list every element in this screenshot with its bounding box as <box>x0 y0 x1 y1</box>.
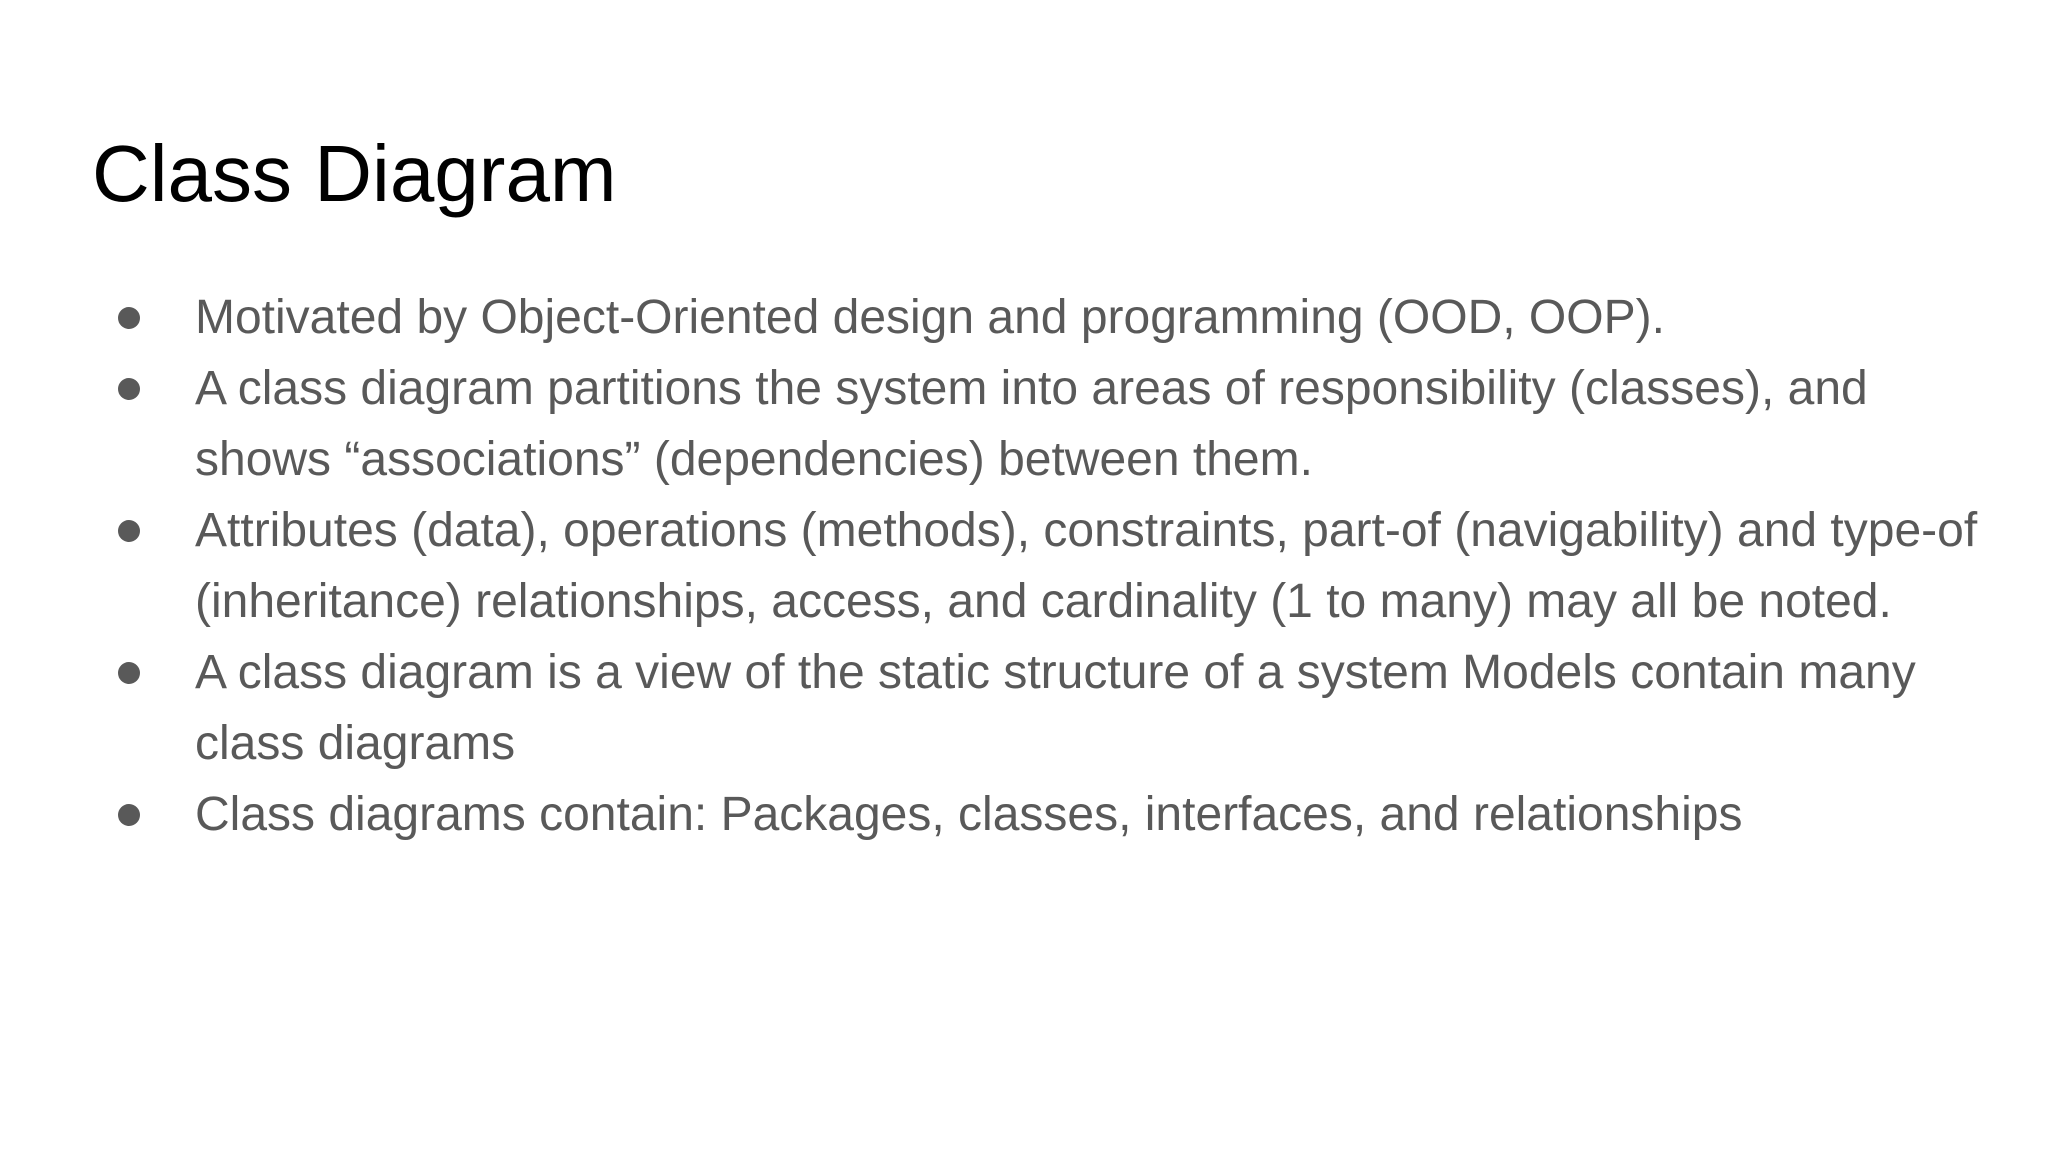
bullet-dot-icon <box>115 637 143 708</box>
bullet-text: A class diagram is a view of the static structure of a system Models contain many class diagrams <box>195 646 1916 770</box>
bullet-dot-icon <box>115 282 143 353</box>
bullet-text: A class diagram partitions the system into areas of responsibility (classes), and shows “associations” (dependencies) between them. <box>195 362 1868 486</box>
bullet-text: Class diagrams contain: Packages, classes, interfaces, and relationships <box>195 788 1743 841</box>
slide-title: Class Diagram <box>92 129 617 218</box>
bullet-item <box>115 353 1995 495</box>
bullet-item <box>115 779 1995 850</box>
bullet-list <box>115 282 1995 850</box>
bullet-item <box>115 282 1995 353</box>
bullet-dot-icon <box>115 495 143 566</box>
bullet-text: Motivated by Object-Oriented design and programming (OOD, OOP). <box>195 291 1665 344</box>
bullet-item <box>115 495 1995 637</box>
bullet-dot-icon <box>115 353 143 424</box>
bullet-text: Attributes (data), operations (methods), constraints, part-of (navigability) and type-of (inheritance) relationships, access, and cardinality (1 to many) may all be noted. <box>195 504 1978 628</box>
bullet-dot-icon <box>115 779 143 850</box>
bullet-item <box>115 637 1995 779</box>
